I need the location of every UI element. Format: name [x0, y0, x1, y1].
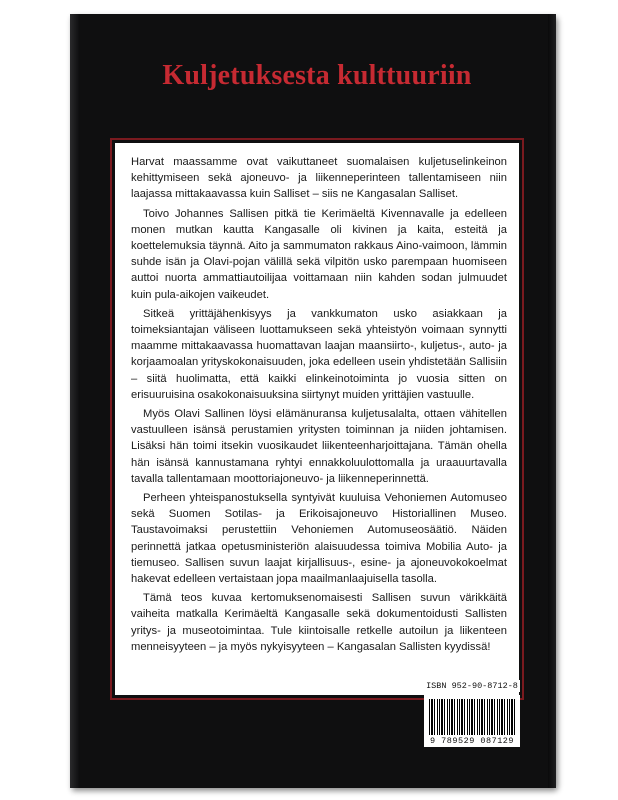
blurb-paragraph-1: Harvat maassamme ovat vaikuttaneet suomalaisen kuljetuselinkeinon kehittymiseen sekä ajoneuvo- ja liikenneperinteen tallentamiseen niin laajassa mittakaavassa kuin Salliset – siis ne Kangasalan Salliset. [131, 156, 507, 201]
blurb-paragraph-4: Myös Olavi Sallinen löysi elämänuransa kuljetusalalta, ottaen vähitellen vastuulleen isänsä perustamien yritysten toiminnan ja niiden johtamisen. Lisäksi hän toimi itsekin vuosikaudet liikenteenharjoittajana. Tämän ohella hän isänsä kannustamana ryhtyi ennakkoluulottomalla ja uraauurtavalla tavalla tallentamaan moottoriajoneuvo- ja liikenneperinnettä. [131, 408, 507, 485]
blurb-paragraph-6: Tämä teos kuvaa kertomuksenomaisesti Sallisen suvun värikkäitä vaiheita matkalla Kerimäeltä Kangasalle sekä dokumentoidusti Sallisten yritys- ja museotoimintaa. Tule kiintoisalle retkelle autoilun ja liikenteen menneisyyteen – ja myös nykyisyyteen – Kangasalan Sallisten kyydissä! [131, 592, 507, 653]
book-right-edge [548, 14, 556, 788]
blurb-paragraph-3: Sitkeä yrittäjähenkisyys ja vankkumaton usko asiakkaan ja toimeksiantajan väliseen luottamukseen sekä yhteistyön voimaan synnytti maamme mittakaavassa huomattavan laajan maansiirto-, kuljetus-, auto- ja korjaamoalan yrityskokonaisuuden, joka edelleen usein yhdistetään Sallisiin – siitä huolimatta, että kaikki elinkeinotoiminta jo vuosia sitten on erisuuruisina osakokonaisuuksina siirtynyt muiden yrittäjien vastuulle. [131, 307, 507, 401]
blurb-paragraph-2: Toivo Johannes Sallisen pitkä tie Kerimäeltä Kivennavalle ja edelleen monen mutkan kautta Kangasalle oli kivinen ja kaita, esteitä ja koettelemuksia täynnä. Aito ja sammumaton rakkaus Aino-vaimoon, lämmin suhde isän ja Olavi-pojan välillä sekä vilpitön usko parempaan huomiseen auttoi nuorta ammattiautoilijaa voittamaan niin kahden sodan julmuudet kuin pula-aikojen vaikeudet. [131, 207, 507, 301]
isbn-label: ISBN 952-90-8712-8 [424, 680, 520, 692]
blurb-text [131, 154, 507, 658]
barcode-box [424, 695, 520, 747]
cover-title: Kuljetuksesta kulttuuriin [162, 60, 472, 91]
blurb-paragraph-5: Perheen yhteispanostuksella syntyivät kuuluisa Vehoniemen Automuseo sekä Suomen Sotilas- ja Erikoisajoneuvo Historiallinen Museo. Taustavoimaksi perustettiin Vehoniemen Automuseosäätiö. Näiden perinnettä jatkaa opetusministeriön alaisuudessa toimiva Mobilia Auto- ja tiemuseo. Sallisen suvun laajat kirjallisuus-, esine- ja ajoneuvokokoelmat hakevat edelleen vertaistaan jopa maailmanlaajuisella tasolla. [131, 492, 507, 586]
barcode-number: 9 789529 087129 [429, 736, 514, 746]
barcode-icon [429, 699, 515, 735]
book-spine-edge [70, 14, 80, 788]
